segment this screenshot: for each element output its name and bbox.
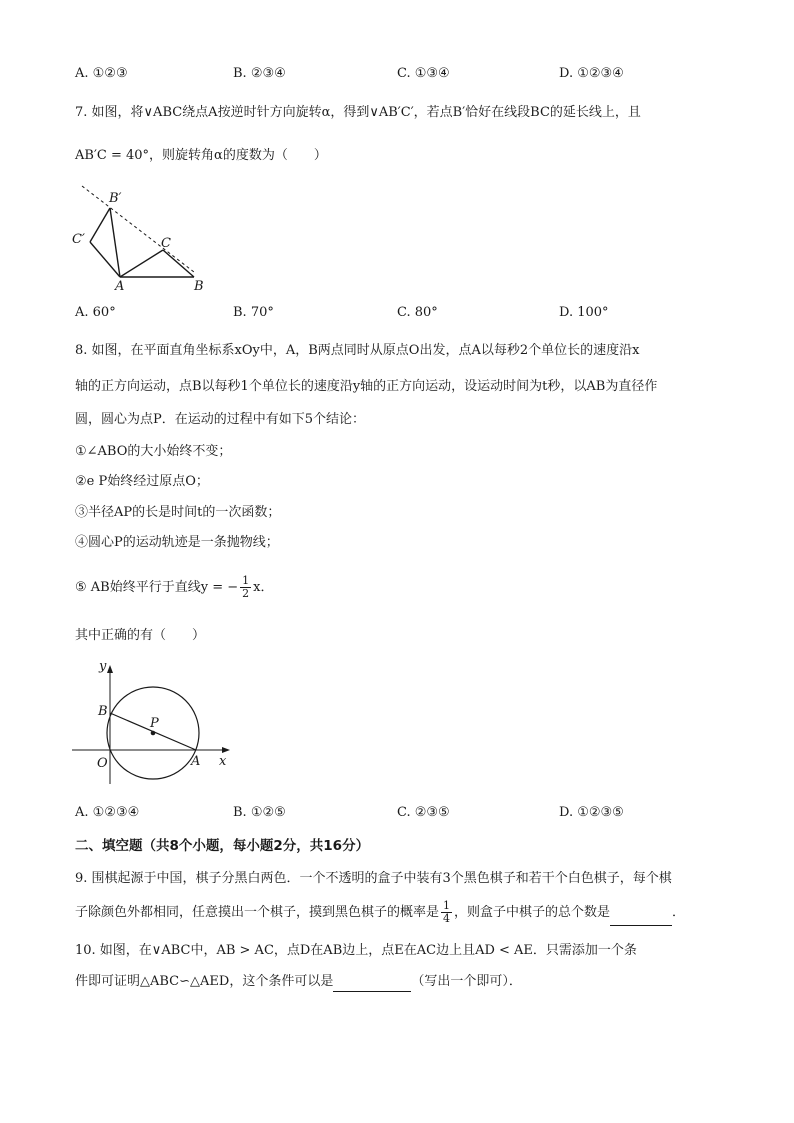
q6-option-d[interactable]: D. ①②③④ xyxy=(559,66,624,81)
q7-segment-b-prime-c-prime xyxy=(90,208,110,242)
q8-option-d[interactable]: D. ①②③⑤ xyxy=(559,805,624,820)
q7-option-c[interactable]: C. 80° xyxy=(397,305,438,320)
q9-fraction-denominator: 4 xyxy=(443,912,451,925)
q10-text-line2 xyxy=(75,972,522,992)
q8-label-y: y xyxy=(99,659,107,674)
q9-line2-prefix: 子除颜色外都相同，任意摸出一个棋子，摸到黑色棋子的概率是 xyxy=(75,905,440,920)
q7-option-d[interactable]: D. 100° xyxy=(559,305,609,320)
q8-statement-5 xyxy=(75,575,273,601)
q8-statement-5-prefix: ⑤ AB始终平行于直线y = − xyxy=(75,580,239,595)
q8-statement-3: ③半径AP的长是时间t的一次函数； xyxy=(75,505,281,520)
q7-text-line1: 7. 如图，将∨ABC绕点A按逆时针方向旋转α，得到∨AB′C′，若点B′恰好在线段BC的延长线上，且 xyxy=(75,105,641,120)
q9-line-end: ． xyxy=(672,905,686,920)
q7-option-a[interactable]: A. 60° xyxy=(75,305,116,320)
q8-label-o: O xyxy=(97,756,108,771)
q7-segment-cb xyxy=(163,250,194,277)
q7-triangle-figure xyxy=(68,180,218,295)
q7-options xyxy=(75,305,725,325)
q8-text-line3: 圆，圆心为点P．在运动的过程中有如下5个结论： xyxy=(75,412,366,427)
q8-label-x: x xyxy=(219,754,227,769)
q10-text-line1: 10. 如图，在∨ABC中，AB > AC，点D在AB边上，点E在AC边上且AD < AE．只需添加一个条 xyxy=(75,943,637,958)
section-2-title: 二、填空题（共8个小题，每小题2分，共16分） xyxy=(75,838,370,854)
q8-fraction-numerator: 1 xyxy=(242,574,250,587)
q7-label-b-prime: B′ xyxy=(109,191,122,206)
q8-label-b: B xyxy=(98,704,108,719)
q10-line2-suffix: （写出一个即可）． xyxy=(411,974,522,989)
q8-circle-figure xyxy=(68,652,238,787)
q7-text-line2: AB′C = 40°，则旋转角α的度数为（ ） xyxy=(75,148,327,163)
q10-line2-prefix: 件即可证明△ABC∽△AED，这个条件可以是 xyxy=(75,974,334,989)
q8-option-c[interactable]: C. ②③⑤ xyxy=(397,805,450,820)
q8-text-line1: 8. 如图，在平面直角坐标系xOy中，A，B两点同时从原点O出发，点A以每秒2个单位长的速度沿x xyxy=(75,343,640,358)
q6-option-c[interactable]: C. ①③④ xyxy=(397,66,450,81)
q7-label-c-prime: C′ xyxy=(72,232,85,247)
q9-fraction-quarter xyxy=(441,900,452,925)
q6-options xyxy=(75,66,725,86)
q7-label-c: C xyxy=(161,236,171,251)
q8-statement-5-suffix: x． xyxy=(253,580,274,595)
q7-label-b: B xyxy=(194,279,204,294)
q9-line2-suffix: ，则盒子中棋子的总个数是 xyxy=(454,905,611,920)
q9-text-line2 xyxy=(75,900,685,926)
q8-center-point xyxy=(151,731,156,736)
q8-statement-1: ①∠ABO的大小始终不变； xyxy=(75,444,232,459)
q9-fraction-numerator: 1 xyxy=(443,899,451,912)
q10-answer-blank[interactable] xyxy=(333,977,411,992)
q8-statement-4: ④圆心P的运动轨迹是一条抛物线； xyxy=(75,535,279,550)
q8-fraction-half xyxy=(240,575,251,600)
q8-option-a[interactable]: A. ①②③④ xyxy=(75,805,140,820)
q8-text-line2: 轴的正方向运动，点B以每秒1个单位长的速度沿y轴的正方向运动，设运动时间为t秒，以AB为直径作 xyxy=(75,379,658,394)
q8-label-p: P xyxy=(150,716,159,731)
q6-option-a[interactable]: A. ①②③ xyxy=(75,66,128,81)
q8-label-a: A xyxy=(191,754,201,769)
q8-statement-2: ②e P始终经过原点O； xyxy=(75,474,209,489)
q8-x-axis-arrow xyxy=(222,747,230,753)
q7-option-b[interactable]: B. 70° xyxy=(233,305,274,320)
q8-prompt: 其中正确的有（ ） xyxy=(75,628,206,643)
q9-text-line1: 9. 围棋起源于中国，棋子分黑白两色．一个不透明的盒子中装有3个黑色棋子和若干个白色棋子，每个棋 xyxy=(75,871,672,886)
q7-segment-ac xyxy=(120,250,163,277)
q7-label-a: A xyxy=(115,279,125,294)
q8-fraction-denominator: 2 xyxy=(242,587,250,600)
q8-option-b[interactable]: B. ①②⑤ xyxy=(233,805,286,820)
q9-answer-blank[interactable] xyxy=(610,911,672,926)
q8-options xyxy=(75,805,725,825)
q8-y-axis-arrow xyxy=(107,665,113,673)
q7-extension-dashed-line xyxy=(82,186,194,272)
q6-option-b[interactable]: B. ②③④ xyxy=(233,66,286,81)
